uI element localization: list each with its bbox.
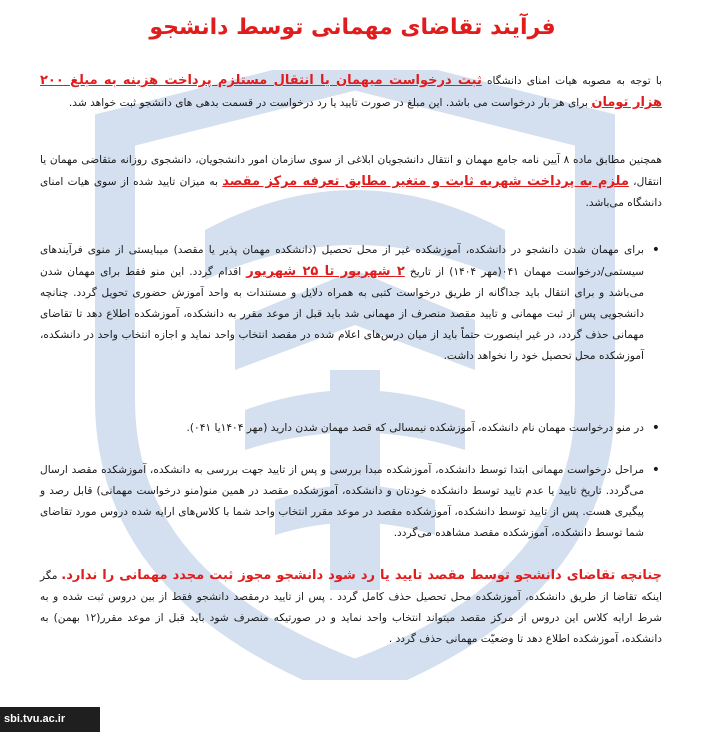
closing-text: مگر اینکه تقاضا از طریق دانشکده، آموزشکده محل تحصیل حذف کامل گردد . پس از تایید درمقصد دانشجو فقط از بین دروس ثبت شده و به شرط ارایه کلاس این دروس از مرکز مقصد میتواند انتخاب واحد نماید و در صورتیکه منصرف شود باید قبل از موعد مقرر(۱۲ بهمن) به دانشکده، آموزشکده اطلاع دهد تا وضعیّت مهمانی حذف گردد .	[40, 570, 662, 645]
bullet-1-text-b: اقدام گردد. این منو فقط برای مهمان شدن می‌باشد و برای انتقال باید جداگانه از طریق درخواست کتبی به همراه دلایل و مستندات به واحد آموزش حضوری تحویل گردد. چنانچه دانشجویی پس از ثبت مهمانی و تایید مقصد منصرف از مهمانی شد باید قبل از موعد مقرر به دانشکده، آموزشکده اطلاع دهد تا تقاضای مهمانی حذف گردد، در غیر اینصورت حتماً باید از میان درس‌های اعلام شده در مقصد انتخاب واحد نماید و اجازه انتخاب واحد در دانشکده، آموزشکده محل تحصیل خود را نخواهد داشت.	[40, 266, 644, 362]
bullet-1-highlight: ۲ شهریور تا ۲۵ شهریور	[246, 264, 405, 279]
intro-fee-highlight: ثبت درخواست میهمان یا انتقال مستلزم پرداخت هزینه به مبلغ ۲۰۰ هزار تومان	[40, 73, 662, 110]
bullet-item-semester	[40, 418, 662, 439]
closing-highlight: چنانچه تقاضای دانشجو توسط مقصد تایید یا رد شود دانشجو مجوز ثبت مجدد مهمانی را ندارد.	[61, 568, 662, 583]
bullet-2-text: در منو درخواست مهمان نام دانشکده، آموزشکده نیمسالی که قصد مهمان شدن دارید (مهر ۱۴۰۴یا ۰۴۱).	[186, 422, 644, 434]
intro-tuition-highlight: ملزم به پرداخت شهریه ثابت و متغیر مطابق تعرفه مرکز مقصد	[222, 174, 629, 189]
bullet-3-text: مراحل درخواست مهمانی ابتدا توسط دانشکده، آموزشکده مبدا بررسی و پس از تایید جهت بررسی به دانشکده، آموزشکده مقصد ارسال می‌گردد. تاریخ تایید یا عدم تایید توسط دانشکده خودتان و دانشکده، آموزشکده مقصد در همین منو(منو درخواست مهمانی) قابل رصد و پیگیری هست. پس از تایید توسط دانشکده، آموزشکده مقصد در موعد مقرر انتخاب واحد شما با کلاس‌های ارایه شده دروس مورد تقاضای شما توسط دانشکده، آموزشکده مقصد مشاهده می‌گردد.	[40, 464, 644, 539]
intro-tuition-text-b: به میزان تایید شده از سوی هیات امنای دانشگاه می‌باشد.	[40, 176, 662, 209]
page-title: فرآیند تقاضای مهمانی توسط دانشجو	[149, 15, 556, 40]
intro-tuition-text-a: همچنین مطابق ماده ۸ آیین نامه جامع مهمان و انتقال دانشجویان ابلاغی از سوی سازمان امور دانشجویان، دانشجوی روزانه متقاضی مهمان یا انتقال،	[40, 154, 662, 188]
intro-fee-text-b: برای هر بار درخواست می باشد. این مبلغ در صورت تایید یا رد درخواست در قسمت بدهی های دانشجو ثبت خواهد شد.	[68, 97, 592, 109]
bullet-item-process-steps	[40, 460, 662, 544]
intro-paragraph-fee	[40, 70, 662, 114]
closing-paragraph	[40, 565, 662, 650]
intro-fee-text-a: با توجه به مصوبه هیات امنای دانشگاه	[481, 75, 662, 87]
bullet-item-request-menu	[40, 240, 662, 367]
website-tag: sbi.tvu.ac.ir	[0, 707, 100, 732]
intro-paragraph-tuition	[40, 150, 662, 214]
bullet-1-text-a: برای مهمان شدن دانشجو در دانشکده، آموزشکده غیر از محل تحصیل (دانشکده مهمان پذیر یا مقصد) میبایستی از منوی فرآیندهای سیستمی/درخواست مهمان ۰۴۱(مهر ۱۴۰۴) از تاریخ	[40, 244, 645, 278]
